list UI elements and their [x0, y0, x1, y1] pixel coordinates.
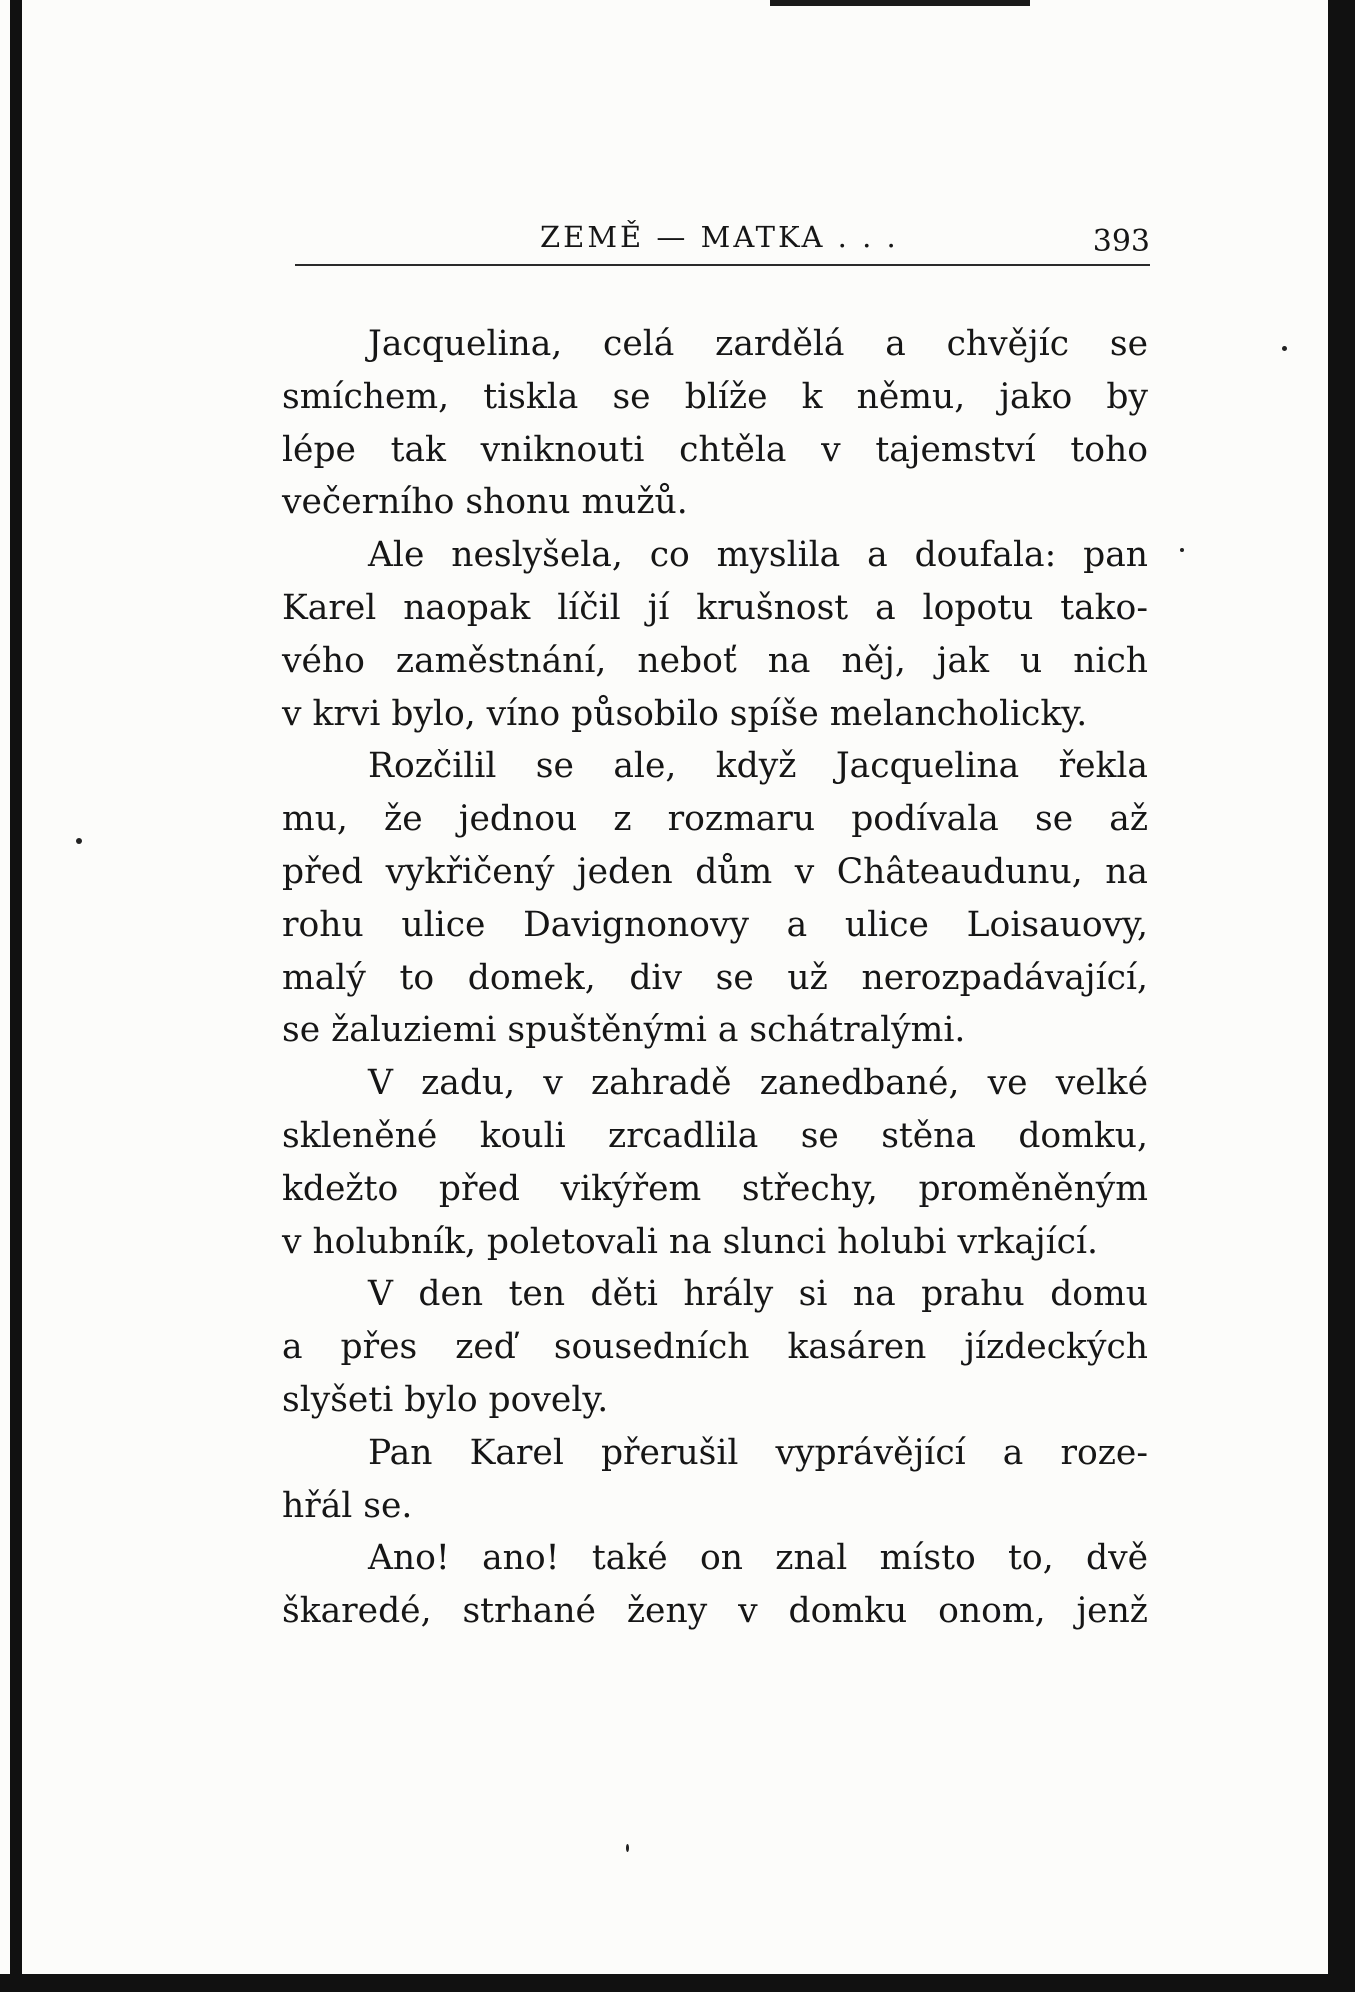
running-head: ZEMĚ — MATKA . . . — [540, 220, 899, 254]
text-line: a přes zeď sousedních kasáren jízdeckých — [282, 1327, 1148, 1368]
text-line: v holubník, poletovali na slunci holubi vrkající. — [282, 1221, 1099, 1262]
text-line: V den ten děti hrály si na prahu domu — [368, 1274, 1148, 1315]
left-page-edge — [10, 0, 22, 1992]
print-speck — [1282, 346, 1287, 351]
text-line: škaredé, strhané ženy v domku onom, jenž — [282, 1591, 1148, 1632]
text-line: Jacquelina, celá zardělá a chvějíc se — [368, 324, 1148, 364]
text-line: V zadu, v zahradě zanedbané, ve velké — [368, 1063, 1148, 1104]
top-edge-rule — [770, 0, 1030, 6]
text-line: v krvi bylo, víno působilo spíše melancholicky. — [282, 693, 1088, 734]
text-line: hřál se. — [282, 1485, 413, 1526]
text-line: se žaluziemi spuštěnými a schátralými. — [282, 1010, 966, 1051]
page-header — [290, 216, 1150, 259]
text-line: mu, že jednou z rozmaru podívala se až — [282, 799, 1148, 840]
text-line: rohu ulice Davignonovy a ulice Loisauovy, — [282, 904, 1148, 945]
print-speck — [76, 838, 82, 844]
text-line: před vykřičený jeden dům v Châteaudunu, na — [282, 851, 1148, 892]
bottom-page-edge — [0, 1974, 1355, 1992]
text-line: skleněné kouli zrcadlila se stěna domku, — [282, 1115, 1148, 1156]
text-line: Rozčilil se ale, když Jacquelina řekla — [368, 746, 1148, 787]
print-speck — [626, 1844, 629, 1852]
page-number: 393 — [1092, 224, 1150, 259]
text-line: večerního shonu mužů. — [282, 482, 688, 523]
text-line: Ano! ano! také on znal místo to, dvě — [368, 1538, 1148, 1579]
text-line: Karel naopak líčil jí krušnost a lopotu tako- — [282, 587, 1148, 628]
text-line: smíchem, tiskla se blíže k němu, jako by — [282, 376, 1148, 417]
right-page-edge — [1328, 0, 1355, 1992]
print-speck — [1180, 548, 1184, 552]
text-line: lépe tak vniknouti chtěla v tajemství toho — [282, 429, 1148, 470]
text-line: vého zaměstnání, neboť na něj, jak u nich — [282, 640, 1148, 681]
text-line: kdežto před vikýřem střechy, proměněným — [282, 1168, 1148, 1209]
header-rule — [295, 264, 1150, 266]
body-text — [282, 318, 1148, 1638]
text-line: slyšeti bylo povely. — [282, 1379, 609, 1420]
text-line: Pan Karel přerušil vyprávějící a roze- — [368, 1432, 1148, 1473]
text-line: Ale neslyšela, co myslila a doufala: pan — [368, 535, 1148, 576]
text-line: malý to domek, div se už nerozpadávající, — [282, 957, 1148, 998]
